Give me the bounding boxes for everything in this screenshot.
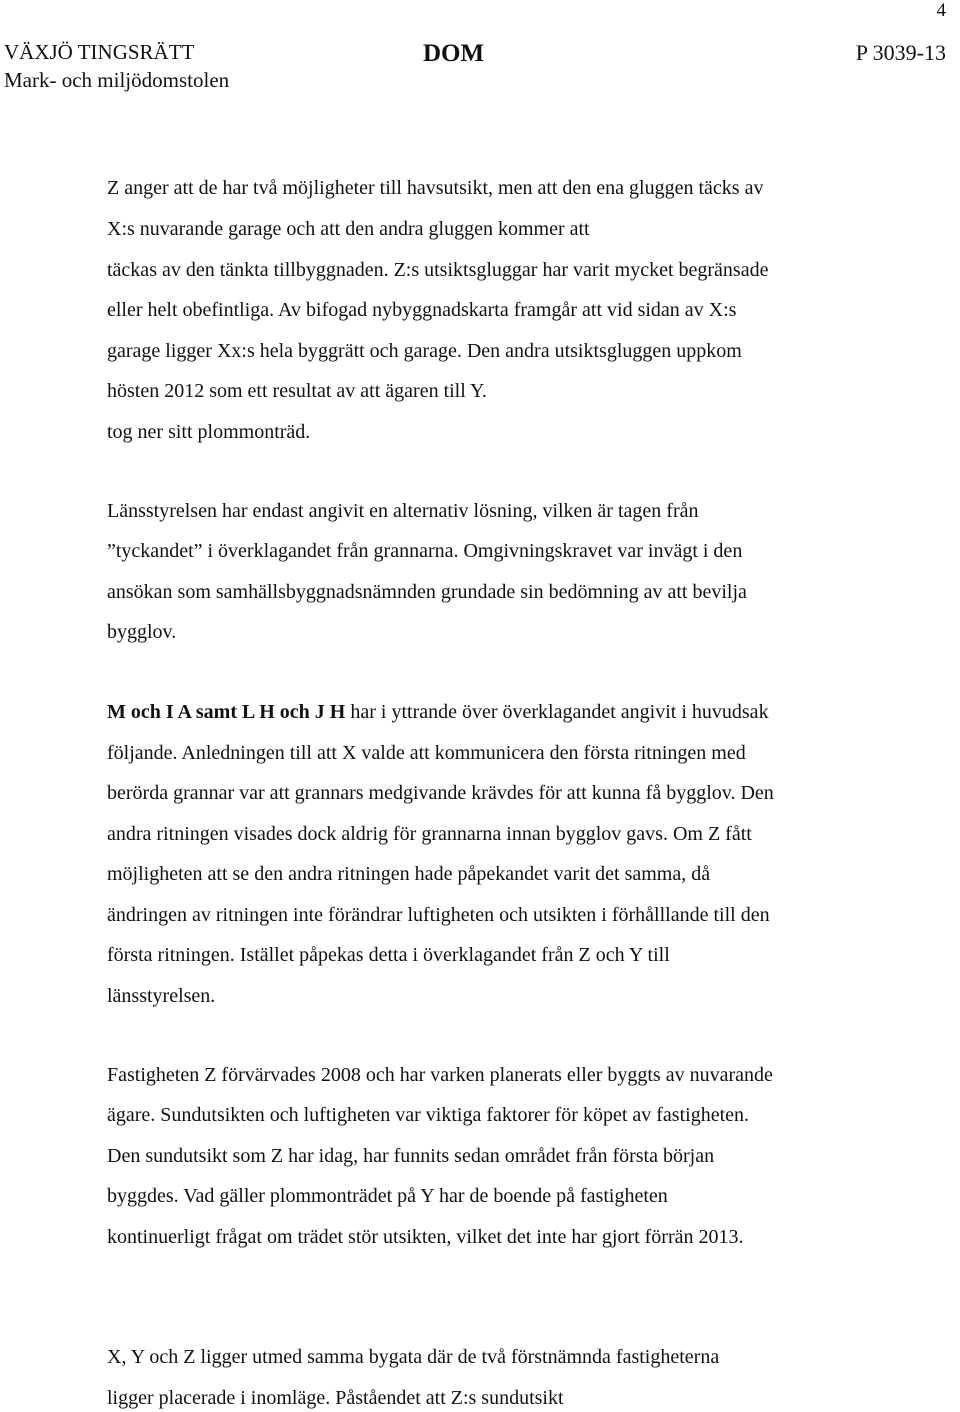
text-line: Fastigheten Z förvärvades 2008 och har varken planerats eller byggts av nuvarande — [107, 1064, 773, 1086]
court-name: VÄXJÖ TINGSRÄTT — [4, 40, 195, 64]
text-line: länsstyrelsen. — [107, 985, 216, 1007]
text-line: byggdes. Vad gäller plommonträdet på Y har de boende på fastigheten — [107, 1185, 668, 1207]
text-line: X, Y och Z ligger utmed samma bygata där de två förstnämnda fastigheterna — [107, 1346, 720, 1368]
document-type: DOM — [423, 40, 485, 67]
text-line: berörda grannar var att grannars medgivande krävdes för att kunna få bygglov. Den — [107, 782, 774, 804]
text-run: har i yttrande över överklagandet angivit i huvudsak — [345, 701, 769, 723]
text-line: hösten 2012 som ett resultat av att ägaren till Y. — [107, 380, 487, 402]
text-line: ändringen av ritningen inte förändrar luftigheten och utsikten i förhålllande till den — [107, 904, 770, 926]
text-line: täckas av den tänkta tillbyggnaden. Z:s utsiktsgluggar har varit mycket begränsade — [107, 259, 769, 281]
text-line: Den sundutsikt som Z har idag, har funnits sedan området från första början — [107, 1145, 715, 1167]
text-line: tog ner sitt plommonträd. — [107, 421, 311, 443]
text-line: ”tyckandet” i överklagandet från grannarna. Omgivningskravet var invägt i den — [107, 540, 743, 562]
case-number: P 3039-13 — [855, 40, 946, 65]
text-line: ansökan som samhällsbyggnadsnämnden grundade sin bedömning av att bevilja — [107, 581, 747, 603]
text-line: ligger placerade i inomläge. Påståendet att Z:s sundutsikt — [107, 1387, 564, 1409]
text-line: kontinuerligt frågat om trädet stör utsikten, vilket det inte har gjort förrän 2013. — [107, 1226, 744, 1248]
court-header — [4, 38, 229, 94]
page-number: 4 — [936, 0, 946, 21]
text-line: garage ligger Xx:s hela byggrätt och garage. Den andra utsiktsgluggen uppkom — [107, 340, 742, 362]
text-line: möjligheten att se den andra ritningen hade påpekandet varit det samma, då — [107, 863, 711, 885]
text-line: andra ritningen visades dock aldrig för grannarna innan bygglov gavs. Om Z fått — [107, 823, 752, 845]
party-names: M och I A samt L H och J H — [107, 701, 346, 723]
text-line: Z anger att de har två möjligheter till havsutsikt, men att den ena gluggen täcks av — [107, 177, 764, 199]
text-line: bygglov. — [107, 621, 177, 643]
text-line: följande. Anledningen till att X valde att kommunicera den första ritningen med — [107, 742, 746, 764]
text-line: X:s nuvarande garage och att den andra gluggen kommer att — [107, 218, 590, 240]
text-line: första ritningen. Istället påpekas detta i överklagandet från Z och Y till — [107, 944, 670, 966]
text-line: eller helt obefintliga. Av bifogad nybyggnadskarta framgår att vid sidan av X:s — [107, 299, 737, 321]
text-line — [107, 701, 769, 724]
text-line: ägare. Sundutsikten och luftigheten var viktiga faktorer för köpet av fastigheten. — [107, 1104, 750, 1126]
court-division: Mark- och miljödomstolen — [4, 68, 230, 92]
text-line: Länsstyrelsen har endast angivit en alternativ lösning, vilken är tagen från — [107, 500, 699, 522]
